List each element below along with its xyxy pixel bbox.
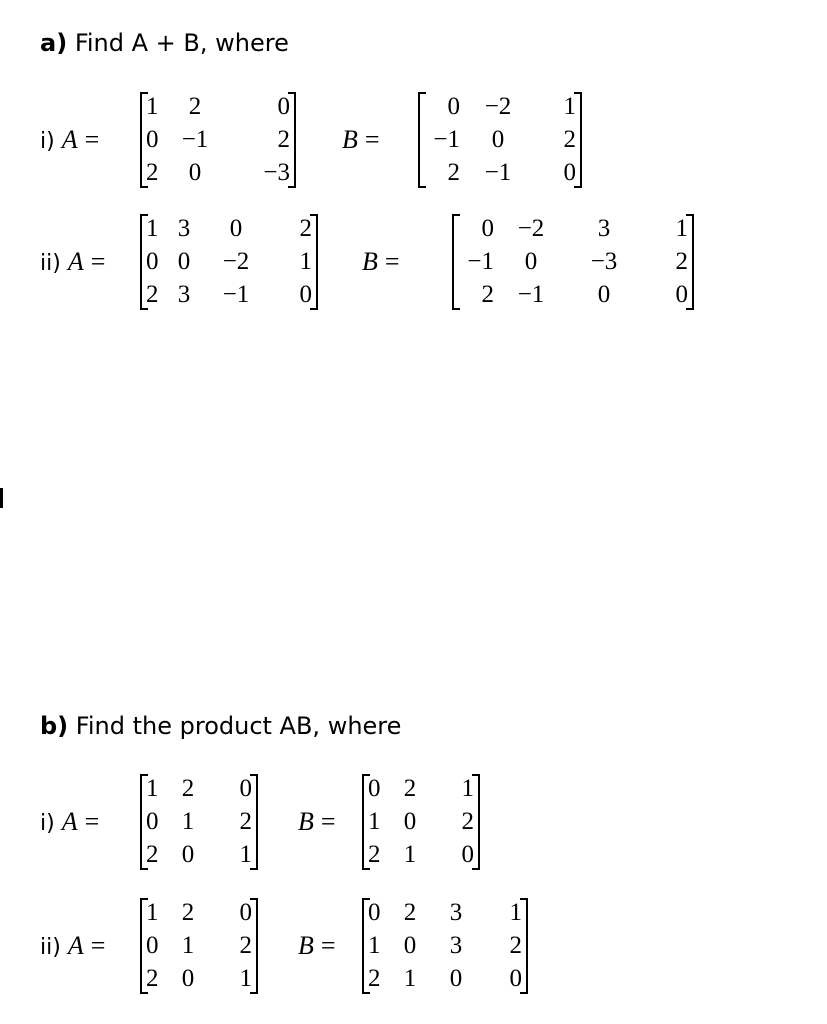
matrix-cell: 2 <box>403 898 417 926</box>
matrix-cell: 0 <box>403 931 417 959</box>
matrix-cell: 3 <box>449 898 463 926</box>
matrix-cell: 0 <box>239 774 252 802</box>
matrix-cell: 2 <box>447 159 460 187</box>
part-a-heading <box>40 28 289 58</box>
matrix-cell: 0 <box>524 247 538 275</box>
part-a-ii-A-label: ii) A = <box>40 247 106 276</box>
part-b-i-matrix-A <box>140 772 258 872</box>
matrix-cell: 1 <box>675 214 688 242</box>
matrix-cell: 0 <box>146 125 159 153</box>
matrix-cell: 0 <box>481 214 494 242</box>
matrix-cell: 1 <box>509 898 522 926</box>
part-a-ii-matrix-B <box>452 212 694 312</box>
part-a-ii-B-label: B = <box>362 247 400 276</box>
matrix-cell: 2 <box>368 841 381 869</box>
matrix-cell: 1 <box>146 214 159 242</box>
matrix-cell: 0 <box>675 281 688 309</box>
matrix-cell: 0 <box>563 159 576 187</box>
matrix-cell: 1 <box>239 965 252 993</box>
matrix-cell: −1 <box>222 281 250 309</box>
matrix-cell: 0 <box>229 214 243 242</box>
matrix-cell: 0 <box>491 125 505 153</box>
matrix-cell: 1 <box>368 807 381 835</box>
part-b-text: Find the product AB, where <box>75 712 402 740</box>
part-b-heading <box>40 711 401 741</box>
part-a-label: a) <box>40 29 68 57</box>
matrix-cell: −2 <box>222 247 250 275</box>
part-b-i-B-label: B = <box>298 807 336 836</box>
matrix-cell: 2 <box>403 774 417 802</box>
matrix-cell: −1 <box>484 159 512 187</box>
matrix-cell: 1 <box>181 931 195 959</box>
matrix-cell: 2 <box>368 965 381 993</box>
matrix-cell: −3 <box>263 159 290 187</box>
matrix-cell: 2 <box>461 807 474 835</box>
matrix-cell: 1 <box>239 841 252 869</box>
part-b-ii-A-label: ii) A = <box>40 931 106 960</box>
matrix-cell: 1 <box>461 774 474 802</box>
matrix-cell: 2 <box>181 898 195 926</box>
matrix-cell: 1 <box>403 965 417 993</box>
matrix-cell: 2 <box>277 125 290 153</box>
matrix-cell: 1 <box>181 807 195 835</box>
matrix-cell: −1 <box>433 125 460 153</box>
matrix-cell: 3 <box>449 931 463 959</box>
matrix-cell: 0 <box>188 159 202 187</box>
matrix-cell: 2 <box>181 774 195 802</box>
matrix-cell: 1 <box>563 92 576 120</box>
matrix-cell: 0 <box>368 898 381 926</box>
matrix-cell: 0 <box>146 931 159 959</box>
matrix-cell: 2 <box>188 92 202 120</box>
matrix-cell: 0 <box>146 807 159 835</box>
part-b-ii-B-label: B = <box>298 931 336 960</box>
part-a-text: Find A + B, where <box>74 29 289 57</box>
matrix-cell: 3 <box>177 214 191 242</box>
matrix-cell: 1 <box>146 898 159 926</box>
matrix-cell: 0 <box>181 965 195 993</box>
matrix-cell: 0 <box>277 92 290 120</box>
part-b-label: b) <box>40 712 69 740</box>
matrix-cell: 0 <box>299 281 312 309</box>
matrix-cell: 1 <box>368 931 381 959</box>
part-b-i-A-label: i) A = <box>40 807 100 836</box>
matrix-cell: 0 <box>146 247 159 275</box>
part-a-i-A-label: i) A = <box>40 125 100 154</box>
matrix-cell: −1 <box>181 125 209 153</box>
matrix-cell: 1 <box>299 247 312 275</box>
part-b-ii-matrix-A <box>140 896 258 996</box>
matrix-cell: −1 <box>467 247 494 275</box>
matrix-cell: 0 <box>461 841 474 869</box>
matrix-cell: 0 <box>177 247 191 275</box>
part-a-ii-matrix-A <box>140 212 318 312</box>
matrix-cell: 0 <box>181 841 195 869</box>
part-a-i-matrix-A <box>140 90 296 190</box>
matrix-cell: 2 <box>563 125 576 153</box>
part-b-i-equation <box>40 772 520 872</box>
part-a-i-equation <box>40 90 600 190</box>
matrix-cell: 2 <box>509 931 522 959</box>
matrix-cell: 0 <box>403 807 417 835</box>
matrix-cell: 2 <box>239 807 252 835</box>
matrix-cell: 2 <box>675 247 688 275</box>
matrix-cell: 0 <box>447 92 460 120</box>
part-a-ii-equation <box>40 212 688 312</box>
matrix-cell: 0 <box>449 965 463 993</box>
matrix-cell: 1 <box>146 92 159 120</box>
matrix-cell: 2 <box>481 281 494 309</box>
part-a-i-matrix-B <box>418 90 582 190</box>
part-a-i-B-label: B = <box>342 125 380 154</box>
matrix-cell: 2 <box>239 931 252 959</box>
part-b-i-matrix-B <box>362 772 480 872</box>
matrix-cell: 2 <box>146 841 159 869</box>
matrix-cell: 0 <box>239 898 252 926</box>
matrix-cell: −2 <box>517 214 545 242</box>
page-edge-mark <box>0 488 3 508</box>
matrix-cell: −2 <box>484 92 512 120</box>
part-b-ii-matrix-B <box>362 896 528 996</box>
matrix-cell: 3 <box>177 281 191 309</box>
matrix-cell: 2 <box>146 159 159 187</box>
matrix-cell: 1 <box>403 841 417 869</box>
matrix-cell: 0 <box>368 774 381 802</box>
matrix-cell: 2 <box>146 281 159 309</box>
matrix-cell: −1 <box>517 281 545 309</box>
matrix-cell: 0 <box>597 281 611 309</box>
matrix-cell: 2 <box>146 965 159 993</box>
matrix-cell: 3 <box>597 214 611 242</box>
matrix-cell: 1 <box>146 774 159 802</box>
part-b-ii-equation <box>40 896 600 996</box>
matrix-cell: 0 <box>509 965 522 993</box>
matrix-cell: 2 <box>299 214 312 242</box>
matrix-cell: −3 <box>590 247 618 275</box>
